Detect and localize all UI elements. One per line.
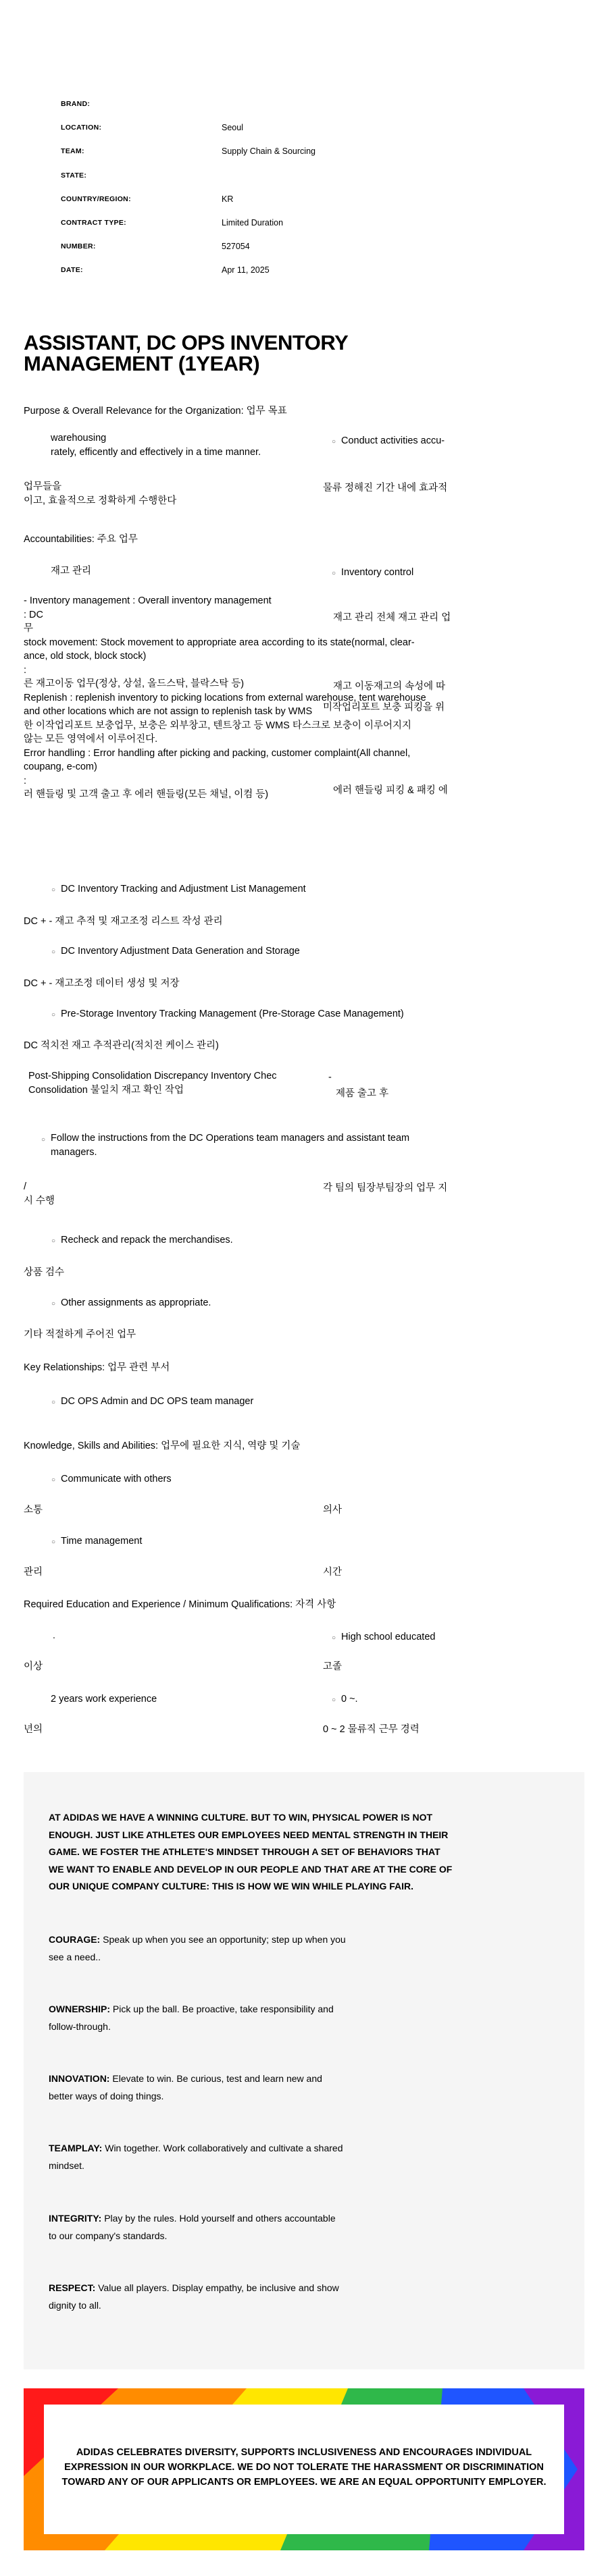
meta-value: Supply Chain & Sourcing xyxy=(222,146,315,156)
value-text: Value all players. Display empathy, be inclusive and show dignity to all. xyxy=(49,2282,339,2311)
acc-text-ko: 재고 관리 xyxy=(51,566,92,576)
meta-key: DATE: xyxy=(61,266,83,274)
value-text: Speak up when you see an opportunity; step up when you see a need.. xyxy=(49,1934,346,1962)
experience-text-ko: 년의 xyxy=(24,1724,43,1735)
meta-value: KR xyxy=(222,194,234,204)
meta-row-number xyxy=(61,242,534,256)
communicate-text-ko: 소통 xyxy=(24,1505,43,1515)
inv-text-d: 미작업리포트 보충 피킹을 위 xyxy=(323,702,445,713)
experience-text-ko-b: 0 ~ 2 물류직 근무 경력 xyxy=(323,1724,420,1735)
inv-text-e: 에러 핸들링 피킹 & 패킹 에 xyxy=(333,785,448,796)
value-text: Pick up the ball. Be proactive, take responsibility and follow-through. xyxy=(49,2004,334,2032)
meta-key: BRAND: xyxy=(61,100,91,108)
education-text-ko-b: 고졸 xyxy=(323,1661,343,1672)
value-ownership xyxy=(49,2000,346,2035)
value-integrity xyxy=(49,2209,346,2245)
meta-key: CONTRACT TYPE: xyxy=(61,219,126,227)
dc-tracking-text-ko: DC + - 재고 추적 및 재고조정 리스트 작성 관리 xyxy=(24,916,223,927)
value-text: Win together. Work collaboratively and cultivate a shared mindset. xyxy=(49,2143,343,2171)
meta-row-state xyxy=(61,171,534,185)
meta-row-team xyxy=(61,147,534,161)
value-courage xyxy=(49,1931,346,1966)
purpose-heading: Purpose & Overall Relevance for the Organization: 업무 목표 xyxy=(24,406,287,417)
purpose-text-ko: 업무들을 이고, 효율적으로 정확하게 수행한다 xyxy=(24,481,177,506)
diversity-statement: ADIDAS CELEBRATES DIVERSITY, SUPPORTS INCLUSIVENESS AND ENCOURAGES INDIVIDUAL EXPRESSION IN OUR WORKPLACE. WE DO NOT TOLERATE THE HARASSMENT OR DISCRIMINATION TOWARD ANY OF OUR APPLICANTS OR EMPLOYEES. WE ARE AN EQUAL OPPORTUNITY EMPLOYER. xyxy=(61,2447,547,2488)
experience-bullet: ○ 0 ~. xyxy=(341,1693,358,1705)
purpose-text-ko-b: 물류 정해진 기간 내에 효과적 xyxy=(323,483,448,493)
other-assignments-text-ko: 기타 적절하게 주어진 업무 xyxy=(24,1329,136,1340)
values-headline: AT ADIDAS WE HAVE A WINNING CULTURE. BUT TO WIN, PHYSICAL POWER IS NOT ENOUGH. JUST LIKE ATHLETES OUR EMPLOYEES NEED MENTAL STRENGTH IN THEIR GAME. WE FOSTER THE ATHLETE'S MINDSET THROUGH A SET OF BEHAVIORS THAT WE WANT TO ENABLE AND DEVELOP IN OUR PEOPLE AND THAT ARE AT THE CORE OF OUR UNIQUE COMPANY CULTURE: THIS IS HOW WE WIN WHILE PLAYING FAIR. xyxy=(49,1812,453,1891)
value-label: OWNERSHIP: xyxy=(49,2004,110,2014)
meta-value: Limited Duration xyxy=(222,218,284,227)
value-respect xyxy=(49,2279,346,2314)
inventory-management-block: - Inventory management : Overall inventory management : DC 무 stock movement: Stock movement to appropriate area according to its state(normal, clear- ance, old stock, block stock) : 른 재고이동 업무(정상, 상설, 올드스탁, 블락스탁 등) Replenish : replenish inventory to picking locations from external warehouse, tent warehouse and other locations which are not assign to replenish task by WMS 한 이작업리포트 보충업무, 보충은 외부창고, 텐트창고 등 WMS 타스크로 보충이 이루어지지 않는 모든 영역에서 이루어진다. Error handling : Error handling after picking and packing, customer complaint(All channel, coupang, e-com) : 러 핸들링 및 고객 출고 후 에러 핸들링(모든 채널, 이컴 등) xyxy=(24,595,426,800)
value-label: INTEGRITY: xyxy=(49,2213,102,2224)
time-text-ko: 관리 xyxy=(24,1567,43,1578)
meta-row-country xyxy=(61,195,534,209)
meta-row-date xyxy=(61,266,534,279)
education-text-ko: 이상 xyxy=(24,1661,43,1672)
meta-value: Seoul xyxy=(222,123,243,132)
experience-text: 2 years work experience xyxy=(51,1694,157,1705)
meta-key: NUMBER: xyxy=(61,242,96,250)
communicate-bullet: ○ Communicate with others xyxy=(61,1473,172,1485)
relationships-bullet: ○ DC OPS Admin and DC OPS team manager xyxy=(61,1395,253,1407)
recheck-text-ko: 상품 검수 xyxy=(24,1267,65,1278)
value-label: COURAGE: xyxy=(49,1934,101,1945)
recheck-bullet: ○ Recheck and repack the merchandises. xyxy=(61,1234,233,1246)
purpose-bullet: ○ Conduct activities accu- xyxy=(341,435,445,447)
knowledge-heading: Knowledge, Skills and Abilities: 업무에 필요한 지식, 역량 및 기술 xyxy=(24,1441,301,1451)
dc-tracking-bullet: ○ DC Inventory Tracking and Adjustment List Management xyxy=(61,883,306,895)
post-shipping-text: Post-Shipping Consolidation Discrepancy Inventory Chec Consolidation 불일치 재고 확인 작업 xyxy=(28,1071,277,1096)
communicate-text-ko-b: 의사 xyxy=(323,1505,343,1515)
value-text: Elevate to win. Be curious, test and learn new and better ways of doing things. xyxy=(49,2073,322,2101)
education-dot: . xyxy=(53,1630,55,1640)
follow-text-ko: / 시 수행 xyxy=(24,1181,55,1206)
job-title: ASSISTANT, DC OPS INVENTORY MANAGEMENT (1YEAR) xyxy=(24,331,348,375)
meta-key: COUNTRY/REGION: xyxy=(61,195,131,203)
inv-text-b: 재고 관리 전체 재고 관리 업 xyxy=(333,612,451,623)
pre-storage-text-ko: DC 적치전 재고 추적관리(적치전 케이스 관리) xyxy=(24,1040,219,1051)
follow-instructions-bullet: ○ Follow the instructions from the DC Operations team managers and assistant team managers. xyxy=(51,1131,409,1160)
education-bullet: ○ High school educated xyxy=(341,1631,435,1643)
accountabilities-heading: Accountabilities: 주요 업무 xyxy=(24,534,138,545)
post-shipping-text-ko: 제품 출고 후 xyxy=(336,1088,389,1099)
value-label: INNOVATION: xyxy=(49,2073,110,2084)
meta-key: STATE: xyxy=(61,171,87,180)
value-text: Play by the rules. Hold yourself and others accountable to our company's standards. xyxy=(49,2213,336,2241)
post-shipping-dash: - xyxy=(328,1072,332,1083)
meta-key: LOCATION: xyxy=(61,124,102,132)
value-label: TEAMPLAY: xyxy=(49,2143,103,2153)
value-teamplay xyxy=(49,2139,346,2174)
meta-row-contract-type xyxy=(61,219,534,232)
inv-text-c: 재고 이동재고의 속성에 따 xyxy=(333,681,446,692)
dc-adjustment-bullet: ○ DC Inventory Adjustment Data Generation and Storage xyxy=(61,945,300,957)
value-label: RESPECT: xyxy=(49,2282,96,2293)
meta-key: TEAM: xyxy=(61,147,84,155)
dc-adjustment-text-ko: DC + - 재고조정 데이터 생성 및 저장 xyxy=(24,978,180,989)
key-relationships-heading: Key Relationships: 업무 관련 부서 xyxy=(24,1362,170,1373)
education-heading: Required Education and Experience / Minimum Qualifications: 자격 사항 xyxy=(24,1599,336,1610)
time-management-bullet: ○ Time management xyxy=(61,1535,142,1547)
value-innovation xyxy=(49,2070,346,2105)
meta-value: Apr 11, 2025 xyxy=(222,265,270,275)
time-text-ko-b: 시간 xyxy=(323,1567,343,1578)
meta-row-location xyxy=(61,124,534,137)
acc-bullet: ○ Inventory control xyxy=(341,566,413,579)
pre-storage-bullet: ○ Pre-Storage Inventory Tracking Management (Pre-Storage Case Management) xyxy=(61,1008,404,1020)
purpose-text-a: warehousing rately, efficently and effectively in a time manner. xyxy=(51,433,261,458)
follow-text-ko-b: 각 팀의 팀장부팀장의 업무 지 xyxy=(323,1183,448,1193)
meta-value: 527054 xyxy=(222,242,250,251)
meta-row-brand xyxy=(61,100,534,113)
other-assignments-bullet: ○ Other assignments as appropriate. xyxy=(61,1297,211,1309)
